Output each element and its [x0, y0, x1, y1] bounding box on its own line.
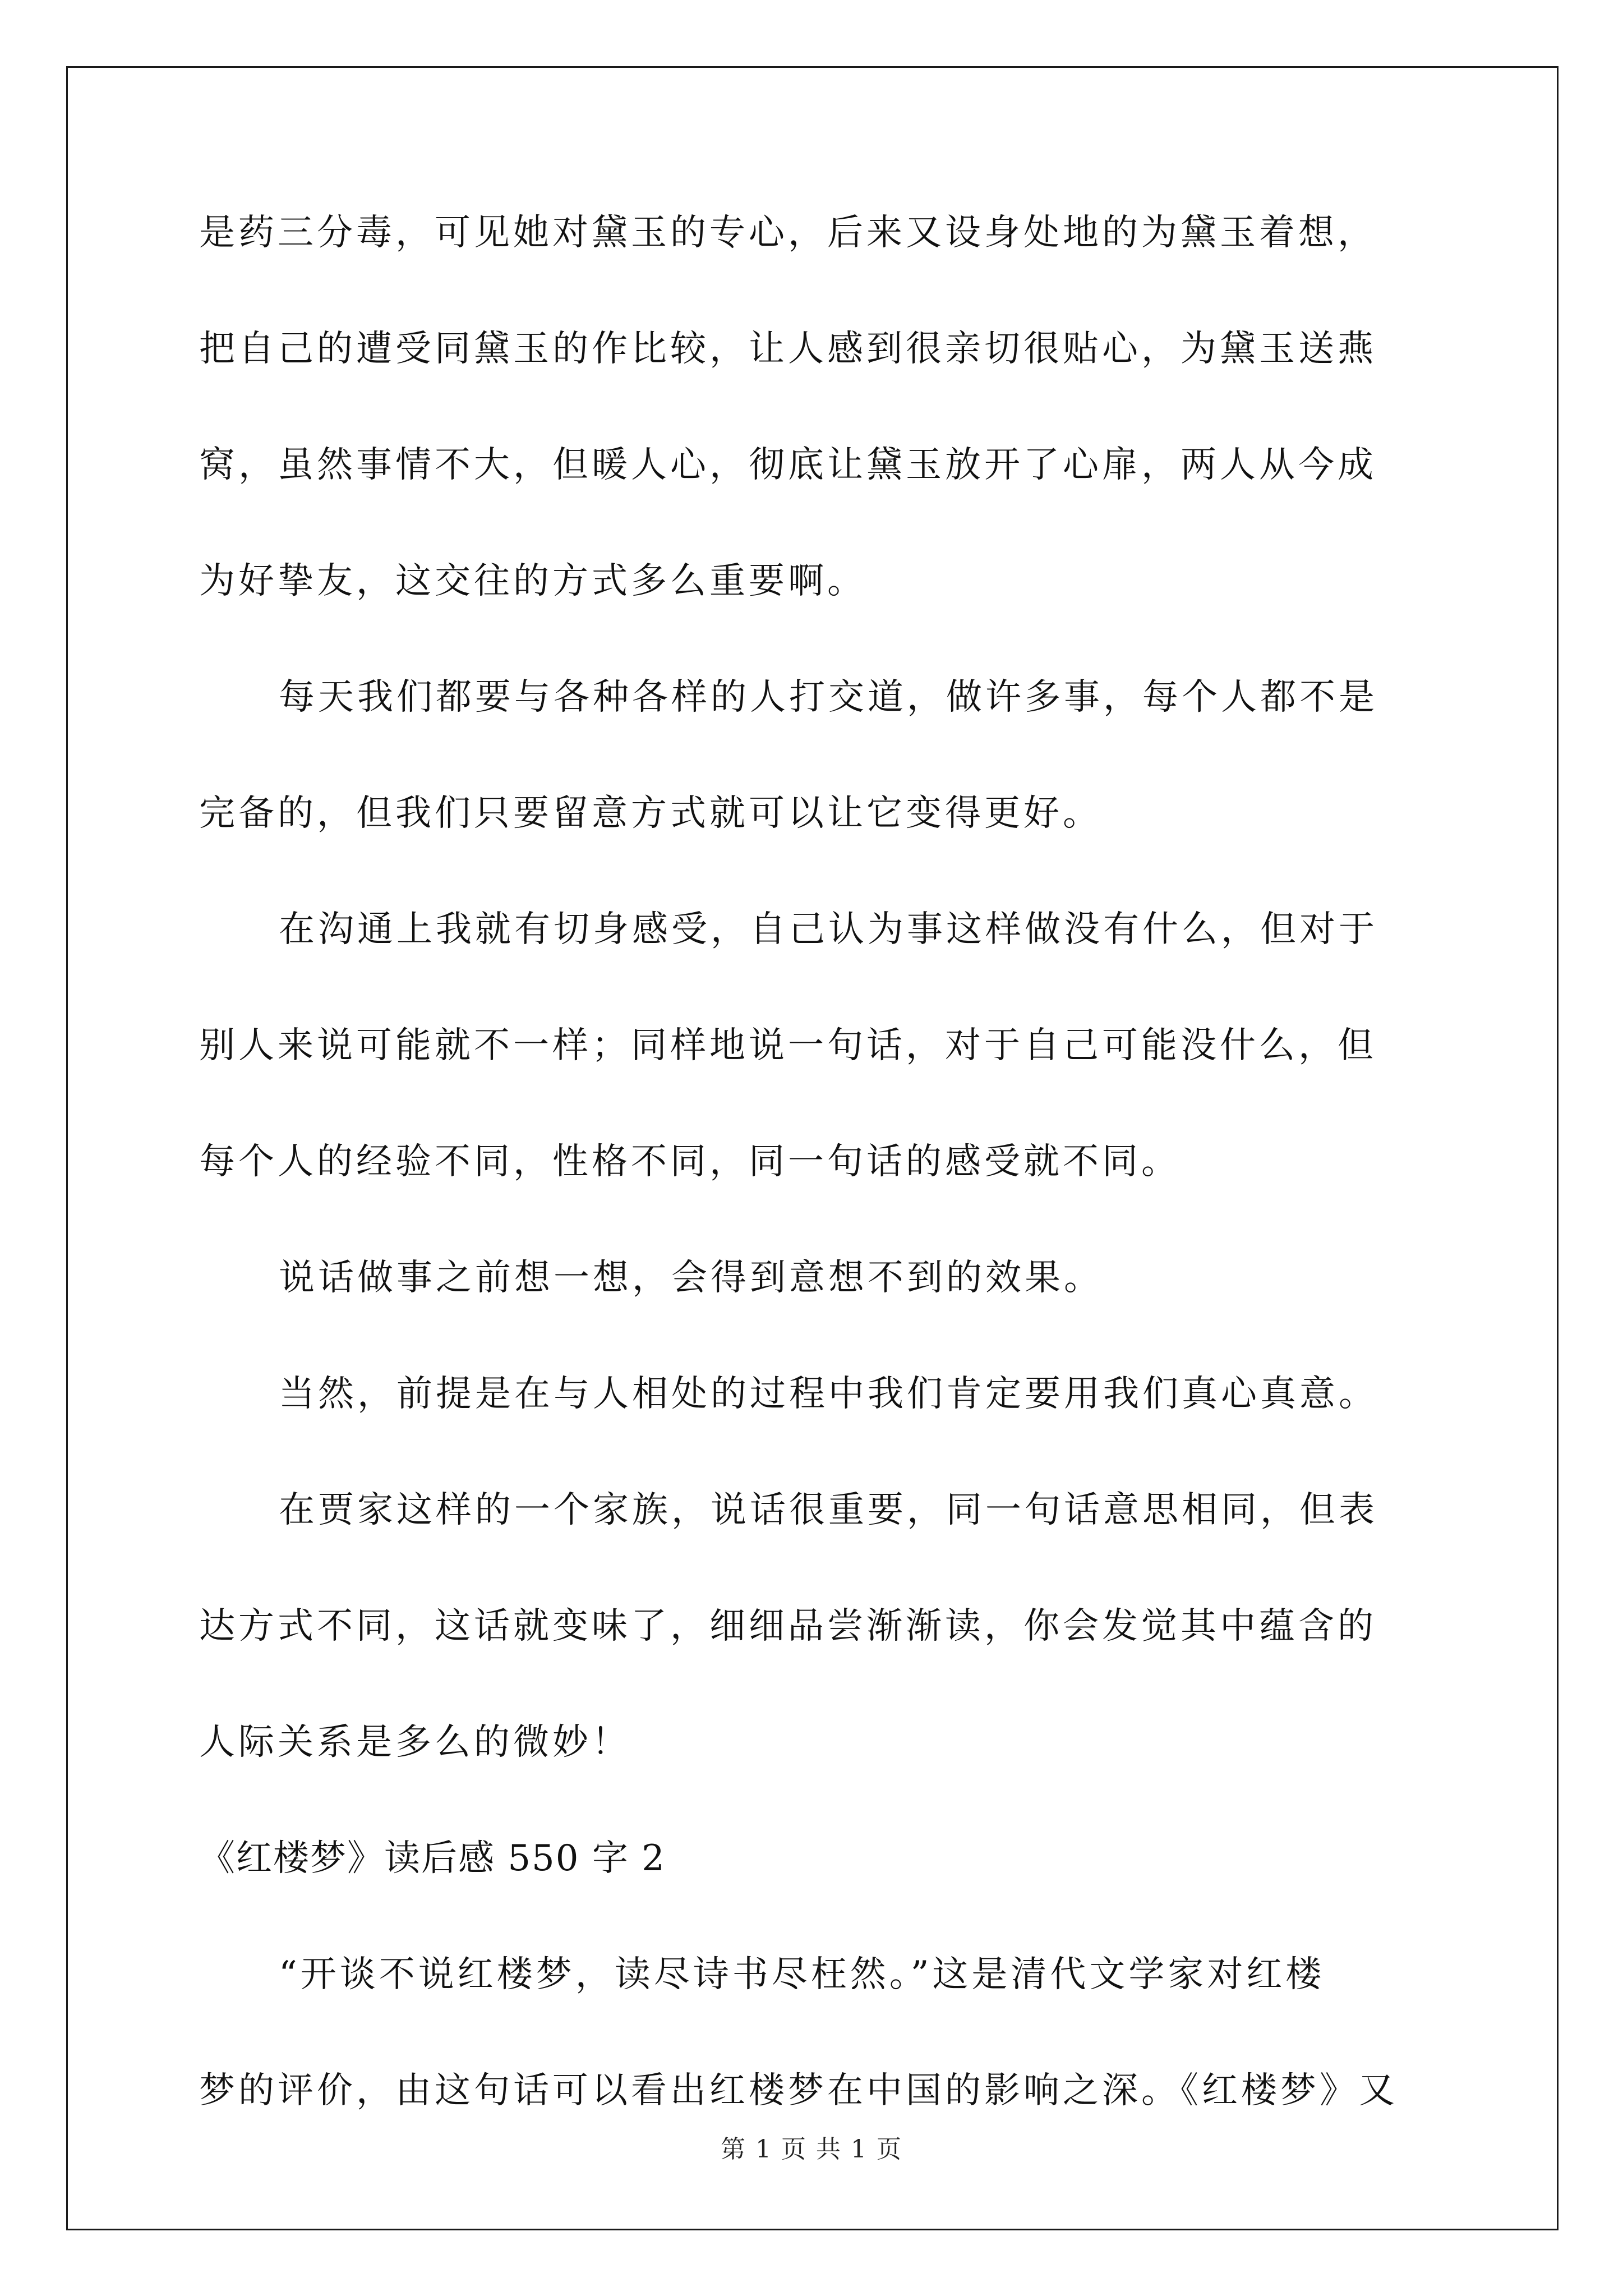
document-body — [199, 213, 1433, 2187]
text-line: 是药三分毒，可见她对黛玉的专心，后来又设身处地的为黛玉着想， — [199, 212, 1377, 254]
text-line: 每个人的经验不同，性格不同，同一句话的感受就不同。 — [199, 1141, 1181, 1182]
page-number-footer: 第 1 页 共 1 页 — [721, 2135, 902, 2164]
paragraph-start: “开谈不说红楼梦，读尽诗书尽枉然。”这是清代文学家对红楼 — [279, 1954, 1325, 1995]
text-line: 完备的，但我们只要留意方式就可以让它变得更好。 — [199, 793, 1102, 834]
paragraph-start: 当然，前提是在与人相处的过程中我们肯定要用我们真心真意。 — [279, 1373, 1378, 1415]
paragraph-start: 每天我们都要与各种各样的人打交道，做许多事，每个人都不是 — [279, 677, 1378, 718]
text-line: 为好挚友，这交往的方式多么重要啊。 — [199, 560, 866, 602]
text-line: 别人来说可能就不一样；同样地说一句话，对于自己可能没什么，但 — [199, 1025, 1377, 1066]
text-line: 达方式不同，这话就变味了，细细品尝渐渐读，你会发觉其中蕴含的 — [199, 1605, 1377, 1647]
paragraph-start: 说话做事之前想一想，会得到意想不到的效果。 — [279, 1257, 1103, 1299]
text-line: 人际关系是多么的微妙！ — [199, 1722, 631, 1763]
text-line: 窝，虽然事情不大，但暖人心，彻底让黛玉放开了心扉，两人从今成 — [199, 444, 1377, 486]
text-line: 把自己的遭受同黛玉的作比较，让人感到很亲切很贴心，为黛玉送燕 — [199, 328, 1377, 370]
section-heading: 《红楼梦》读后感 550 字 2 — [199, 1838, 666, 1879]
paragraph-start: 在沟通上我就有切身感受，自己认为事这样做没有什么，但对于 — [279, 909, 1378, 950]
text-line: 梦的评价，由这句话可以看出红楼梦在中国的影响之深。《红楼梦》又 — [199, 2070, 1398, 2111]
paragraph-start: 在贾家这样的一个家族，说话很重要，同一句话意思相同，但表 — [279, 1489, 1378, 1531]
